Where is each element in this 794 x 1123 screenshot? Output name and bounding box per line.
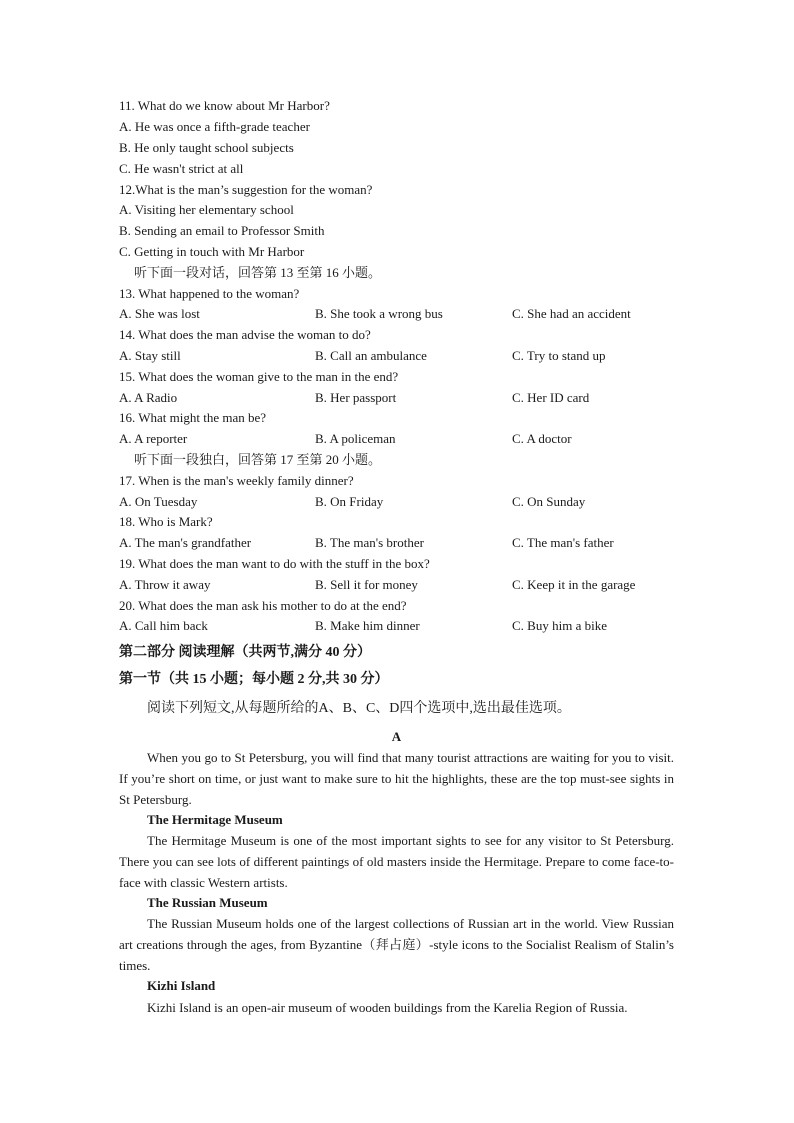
- question-14-options: [119, 346, 679, 366]
- option-a: A. The man's grandfather: [119, 535, 252, 550]
- section-title: 第一节（共 15 小题；每小题 2 分,共 30 分）: [119, 672, 389, 687]
- question-18: 18. Who is Mark?: [119, 514, 213, 529]
- question-11-option-a: A. He was once a fifth-grade teacher: [119, 119, 310, 134]
- heading-kizhi-island: Kizhi Island: [147, 978, 216, 993]
- passage-label: A: [391, 729, 402, 744]
- paragraph-russian-museum-text: The Russian Museum holds one of the largest collections of Russian art in the world. View Russian art creations through the ages, from Byzantine（拜占庭）-style icons to the Socialist Realism of Stalin’s times.: [119, 916, 674, 973]
- question-18-options: [119, 533, 679, 553]
- passage-intro-text: When you go to St Petersburg, you will find that many tourist attractions are waiting for you to visit. If you’re short on time, or just want to make sure to hit the highlights, these are the top must-see sights in St Petersburg.: [119, 750, 674, 807]
- passage-intro-paragraph: [119, 747, 674, 810]
- option-c: C. She had an accident: [512, 306, 631, 321]
- question-13: 13. What happened to the woman?: [119, 286, 300, 301]
- paragraph-hermitage: [119, 830, 674, 893]
- option-b: B. Her passport: [315, 390, 397, 405]
- option-a: A. A Radio: [119, 390, 178, 405]
- option-c: C. Try to stand up: [512, 348, 606, 363]
- question-19-options: [119, 575, 679, 595]
- question-19: 19. What does the man want to do with the stuff in the box?: [119, 556, 430, 571]
- question-17-options: [119, 492, 679, 512]
- section-intro-13-16: 听下面一段对话，回答第 13 至第 16 小题。: [134, 265, 382, 280]
- option-a: A. Stay still: [119, 348, 181, 363]
- option-c: C. Buy him a bike: [512, 618, 607, 633]
- question-12-option-b: B. Sending an email to Professor Smith: [119, 223, 325, 238]
- option-b: B. A policeman: [315, 431, 396, 446]
- heading-russian-museum: The Russian Museum: [147, 895, 268, 910]
- part-title: 第二部分 阅读理解（共两节,满分 40 分）: [119, 645, 371, 660]
- option-b: B. Make him dinner: [315, 618, 420, 633]
- reading-instruction: 阅读下列短文,从每题所给的A、B、C、D四个选项中,选出最佳选项。: [147, 701, 571, 716]
- question-12: 12.What is the man’s suggestion for the woman?: [119, 182, 373, 197]
- question-16-options: [119, 429, 679, 449]
- paragraph-kizhi-island: [119, 997, 674, 1018]
- option-c: C. Her ID card: [512, 390, 590, 405]
- option-b: B. The man's brother: [315, 535, 424, 550]
- option-a: A. On Tuesday: [119, 494, 198, 509]
- option-a: A. A reporter: [119, 431, 188, 446]
- option-c: C. A doctor: [512, 431, 572, 446]
- option-c: C. On Sunday: [512, 494, 586, 509]
- question-20: 20. What does the man ask his mother to do at the end?: [119, 598, 407, 613]
- question-11-option-b: B. He only taught school subjects: [119, 140, 294, 155]
- question-20-options: [119, 616, 679, 636]
- section-intro-17-20: 听下面一段独白，回答第 17 至第 20 小题。: [134, 452, 382, 467]
- question-16: 16. What might the man be?: [119, 410, 267, 425]
- paragraph-kizhi-island-text: Kizhi Island is an open-air museum of wooden buildings from the Karelia Region of Russia.: [147, 1000, 628, 1015]
- option-b: B. Sell it for money: [315, 577, 418, 592]
- option-c: C. The man's father: [512, 535, 614, 550]
- question-15-options: [119, 388, 679, 408]
- paragraph-hermitage-text: The Hermitage Museum is one of the most important sights to see for any visitor to St Petersburg. There you can see lots of different paintings of old masters inside the Hermitage. Prepare to come face-to-face with classic Western artists.: [119, 833, 674, 890]
- question-11: 11. What do we know about Mr Harbor?: [119, 98, 330, 113]
- question-12-option-a: A. Visiting her elementary school: [119, 202, 294, 217]
- option-a: A. Call him back: [119, 618, 208, 633]
- question-15: 15. What does the woman give to the man in the end?: [119, 369, 399, 384]
- heading-hermitage: The Hermitage Museum: [147, 812, 283, 827]
- option-b: B. On Friday: [315, 494, 384, 509]
- option-b: B. Call an ambulance: [315, 348, 427, 363]
- question-14: 14. What does the man advise the woman to do?: [119, 327, 371, 342]
- option-a: A. Throw it away: [119, 577, 211, 592]
- question-12-option-c: C. Getting in touch with Mr Harbor: [119, 244, 305, 259]
- question-11-option-c: C. He wasn't strict at all: [119, 161, 244, 176]
- option-b: B. She took a wrong bus: [315, 306, 443, 321]
- option-c: C. Keep it in the garage: [512, 577, 636, 592]
- question-13-options: [119, 304, 679, 324]
- option-a: A. She was lost: [119, 306, 200, 321]
- question-17: 17. When is the man's weekly family dinner?: [119, 473, 354, 488]
- paragraph-russian-museum: [119, 913, 674, 976]
